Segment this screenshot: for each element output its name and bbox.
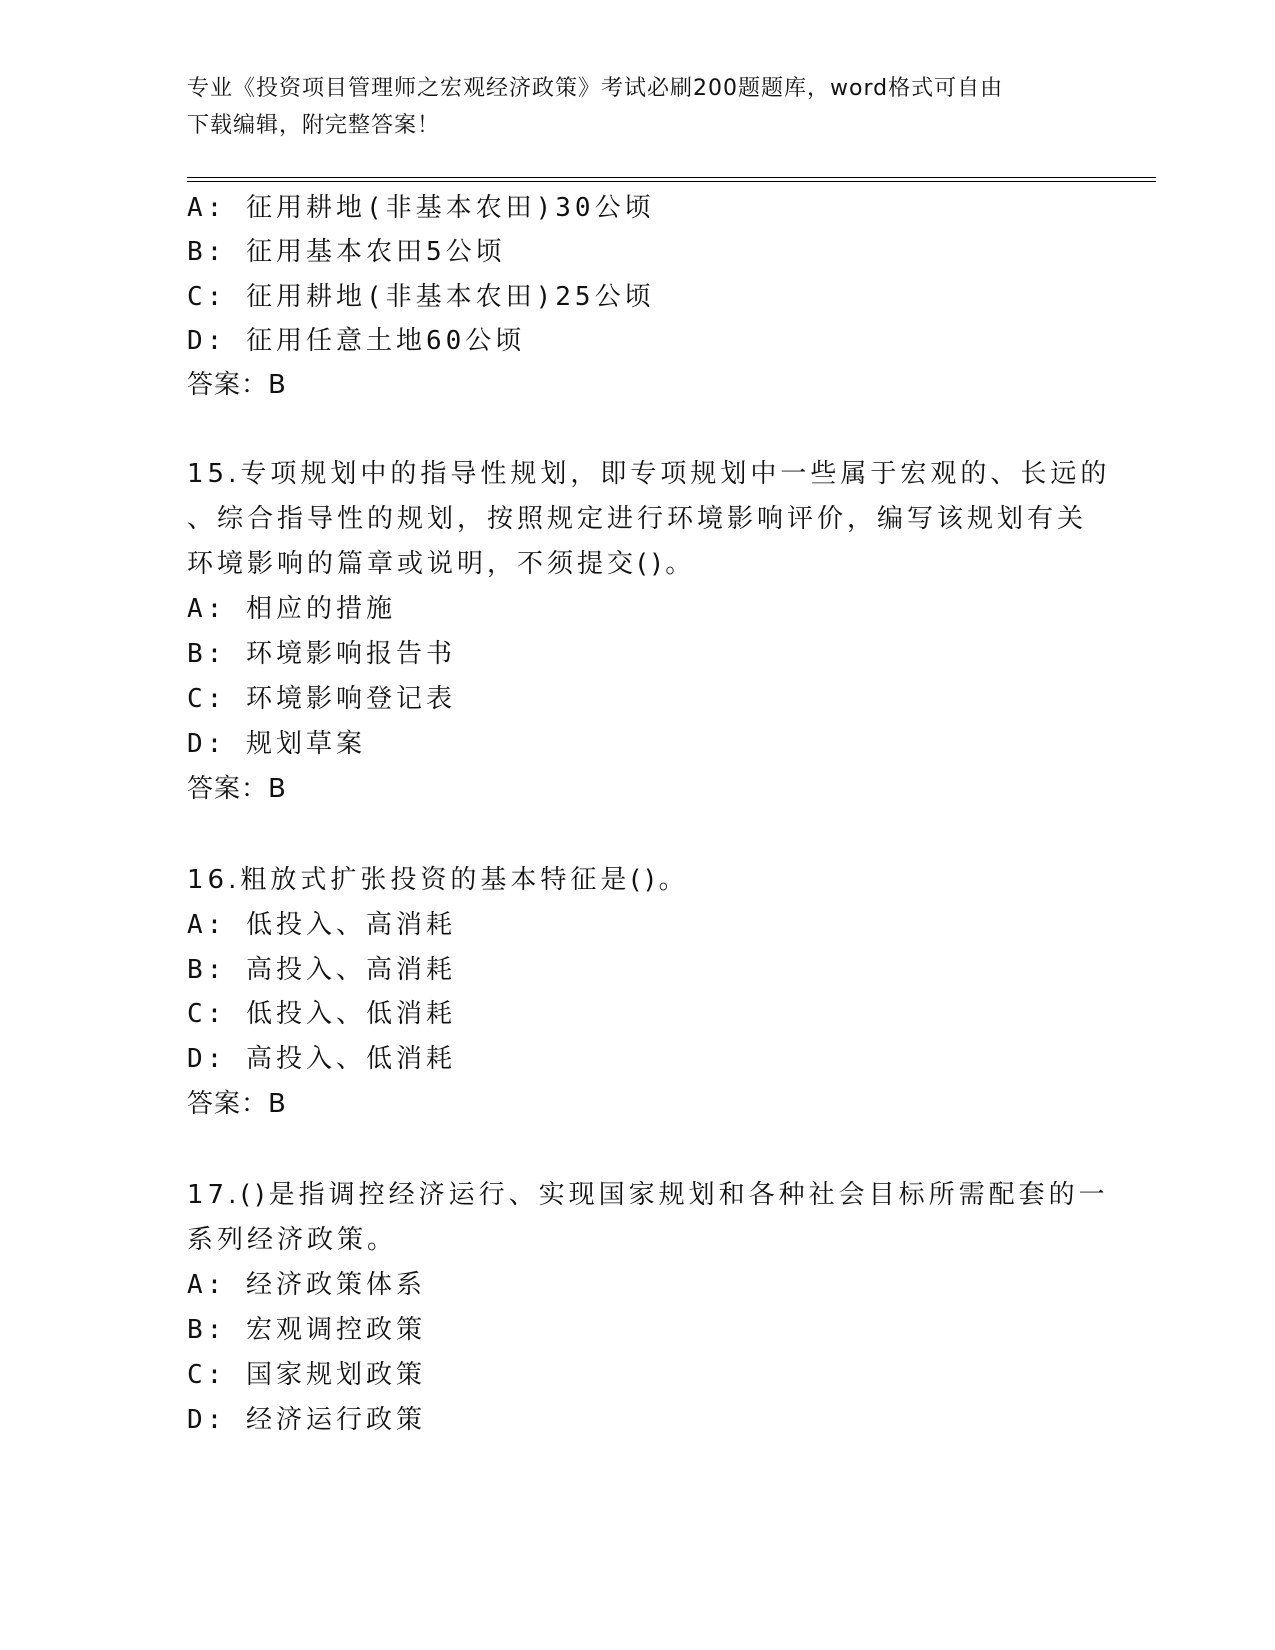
q16-option-a: A: 低投入、高消耗 [187, 910, 456, 940]
q15-option-c: C: 环境影响登记表 [187, 684, 456, 714]
q17-question-line-2: 系列经济政策。 [187, 1225, 398, 1255]
q17-option-b: B: 宏观调控政策 [187, 1315, 426, 1345]
q14-option-c: C: 征用耕地(非基本农田)25公顷 [187, 282, 655, 312]
q15-option-b: B: 环境影响报告书 [187, 639, 456, 669]
q14-option-d: D: 征用任意土地60公顷 [187, 326, 526, 356]
q17-option-d: D: 经济运行政策 [187, 1405, 426, 1435]
q16-question-line-1: 16.粗放式扩张投资的基本特征是()。 [187, 865, 689, 895]
header-line-1: 专业《投资项目管理师之宏观经济政策》考试必刷200题题库，word格式可自由 [187, 76, 1004, 101]
q14-option-b: B: 征用基本农田5公顷 [187, 237, 506, 267]
q17-option-c: C: 国家规划政策 [187, 1360, 426, 1390]
q15-option-d: D: 规划草案 [187, 729, 366, 759]
q15-question-line-1: 15.专项规划中的指导性规划，即专项规划中一些属于宏观的、长远的 [187, 459, 1111, 489]
q15-answer: 答案：B [187, 774, 287, 804]
q14-option-a: A: 征用耕地(非基本农田)30公顷 [187, 193, 655, 223]
q16-option-b: B: 高投入、高消耗 [187, 955, 456, 985]
q17-option-a: A: 经济政策体系 [187, 1270, 426, 1300]
q16-option-c: C: 低投入、低消耗 [187, 999, 456, 1029]
q15-question-line-3: 环境影响的篇章或说明，不须提交()。 [187, 549, 696, 579]
q16-answer: 答案：B [187, 1089, 287, 1119]
q16-option-d: D: 高投入、低消耗 [187, 1044, 456, 1074]
q17-question-line-1: 17.()是指调控经济运行、实现国家规划和各种社会目标所需配套的一 [187, 1180, 1109, 1210]
header-divider [187, 177, 1156, 182]
q14-answer: 答案：B [187, 370, 287, 400]
header-line-2: 下载编辑，附完整答案！ [187, 113, 441, 138]
q15-option-a: A: 相应的措施 [187, 594, 396, 624]
q15-question-line-2: 、综合指导性的规划，按照规定进行环境影响评价，编写该规划有关 [187, 504, 1088, 534]
page-header [187, 70, 1067, 144]
